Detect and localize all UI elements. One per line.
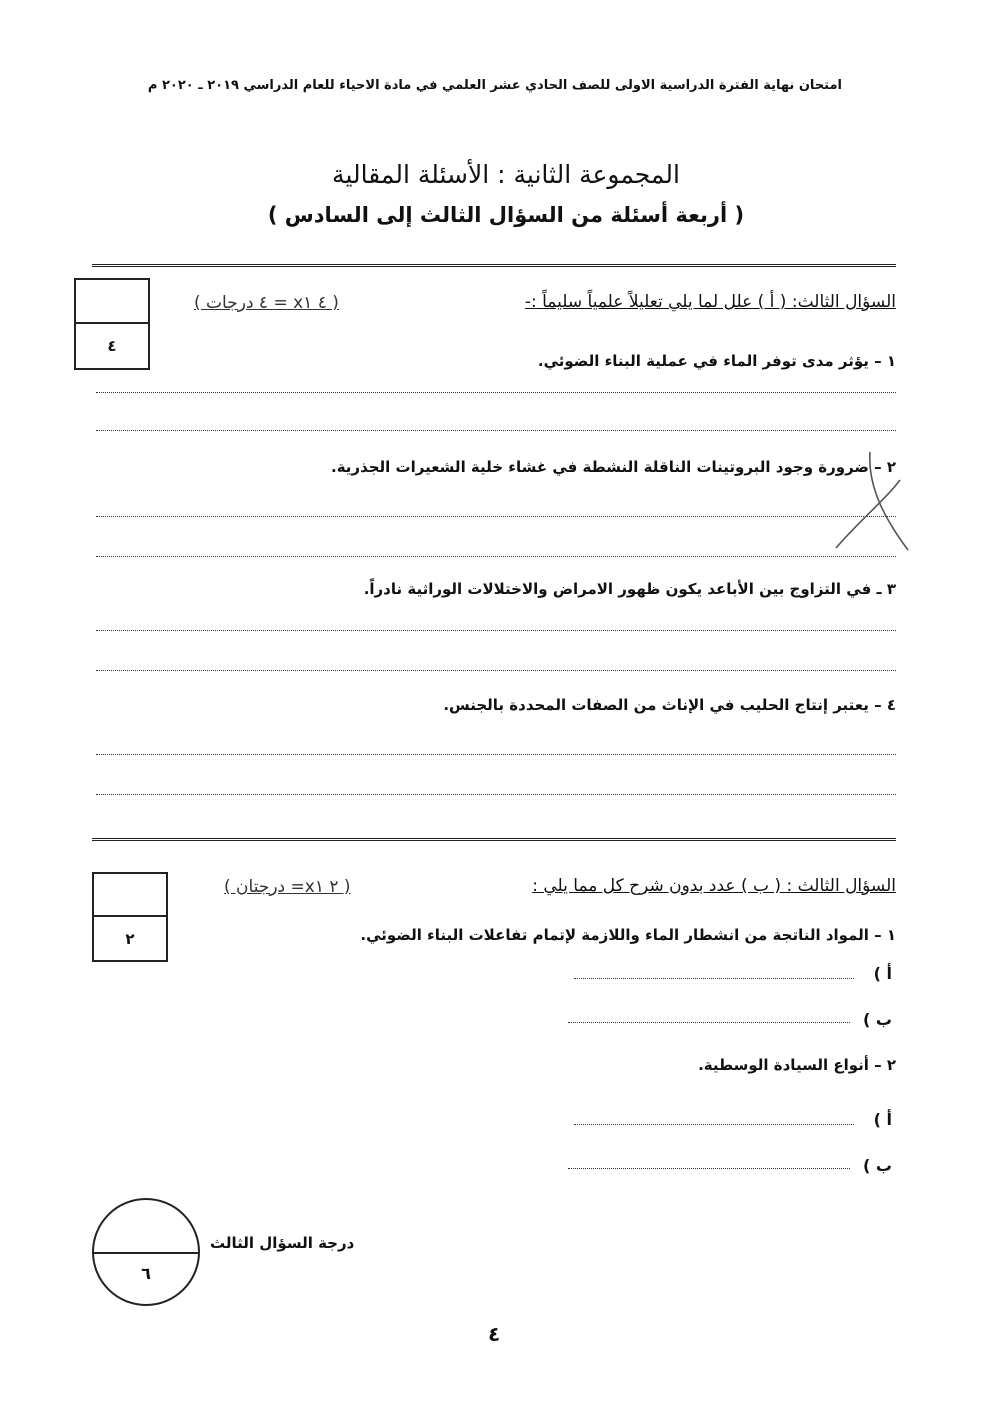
part-a-marks: ( ٤ x١ = ٤ درجات ) bbox=[194, 293, 339, 313]
answer-line-a1-1[interactable] bbox=[96, 392, 896, 393]
part-a-item-4: ٤ – يعتبر إنتاج الحليب في الإناث من الصفات المحددة بالجنس. bbox=[443, 696, 896, 714]
score-box-part-a-bottom: ٤ bbox=[107, 337, 117, 355]
part-b-item-1-option-b: ب ) bbox=[863, 1010, 892, 1029]
part-b-item-2-option-b: ب ) bbox=[863, 1156, 892, 1175]
exam-header: امتحان نهاية الفترة الدراسية الاولى للصف الحادي عشر العلمي في مادة الاحياء للعام الدراسي ٢٠١٩ ـ ٢٠٢٠ م bbox=[147, 78, 842, 93]
answer-line-b1-b[interactable] bbox=[568, 1022, 850, 1023]
part-a-item-1: ١ – يؤثر مدى توفر الماء في عملية البناء الضوئي. bbox=[537, 352, 896, 370]
separator-top bbox=[92, 264, 896, 267]
answer-line-a4-2[interactable] bbox=[96, 794, 896, 795]
total-score-divider bbox=[94, 1252, 198, 1254]
part-b-title bbox=[532, 876, 896, 896]
answer-line-b1-a[interactable] bbox=[574, 978, 854, 979]
page-number: ٤ bbox=[488, 1322, 501, 1346]
answer-line-a2-2[interactable] bbox=[96, 556, 896, 557]
answer-line-a4-1[interactable] bbox=[96, 754, 896, 755]
part-b-marks: ( ٢ x١= درجتان ) bbox=[224, 877, 351, 897]
group-subtitle-wrap bbox=[0, 203, 992, 227]
part-b-item-2: ٢ – أنواع السيادة الوسطية. bbox=[698, 1056, 896, 1074]
part-b-item-1: ١ – المواد الناتجة من انشطار الماء واللازمة لإتمام تفاعلات البناء الضوئي. bbox=[360, 926, 896, 944]
group-subtitle: ( أربعة أسئلة من السؤال الثالث إلى السادس ) bbox=[267, 203, 745, 227]
group-title-wrap bbox=[0, 160, 992, 189]
answer-line-a3-1[interactable] bbox=[96, 630, 896, 631]
score-box-part-a bbox=[74, 278, 150, 370]
answer-line-a2-1[interactable] bbox=[96, 516, 896, 517]
score-box-part-b-top bbox=[94, 874, 166, 917]
part-a-item-2: ٢ – ضرورة وجود البروتينات الناقلة النشطة في غشاء خلية الشعيرات الجذرية. bbox=[331, 458, 896, 476]
score-box-part-b bbox=[92, 872, 168, 962]
cross-mark-stroke-2 bbox=[836, 480, 900, 548]
part-a-title-text: السؤال الثالث: ( أ ) علل لما يلي تعليلاً علمياً سليماً :- bbox=[524, 292, 896, 312]
total-score-circle bbox=[92, 1198, 200, 1306]
part-b-title-text: السؤال الثالث : ( ب ) عدد بدون شرح كل مما يلي : bbox=[532, 876, 896, 896]
score-box-part-b-bottom: ٢ bbox=[125, 929, 135, 948]
part-b-item-1-option-a: أ ) bbox=[873, 964, 892, 983]
total-score-value: ٦ bbox=[141, 1264, 151, 1283]
answer-line-b2-a[interactable] bbox=[574, 1124, 854, 1125]
part-a-title bbox=[525, 292, 896, 312]
total-score-label: درجة السؤال الثالث bbox=[210, 1234, 355, 1252]
part-a-item-3: ٣ ـ في التزاوج بين الأباعد يكون ظهور الامراض والاختلالات الوراثية نادراً. bbox=[363, 580, 896, 598]
group-title: المجموعة الثانية : الأسئلة المقالية bbox=[332, 160, 680, 189]
answer-line-a1-2[interactable] bbox=[96, 430, 896, 431]
score-box-part-a-top bbox=[76, 280, 148, 324]
part-b-item-2-option-a: أ ) bbox=[873, 1110, 892, 1129]
answer-line-a3-2[interactable] bbox=[96, 670, 896, 671]
answer-line-b2-b[interactable] bbox=[568, 1168, 850, 1169]
separator-middle bbox=[92, 838, 896, 841]
